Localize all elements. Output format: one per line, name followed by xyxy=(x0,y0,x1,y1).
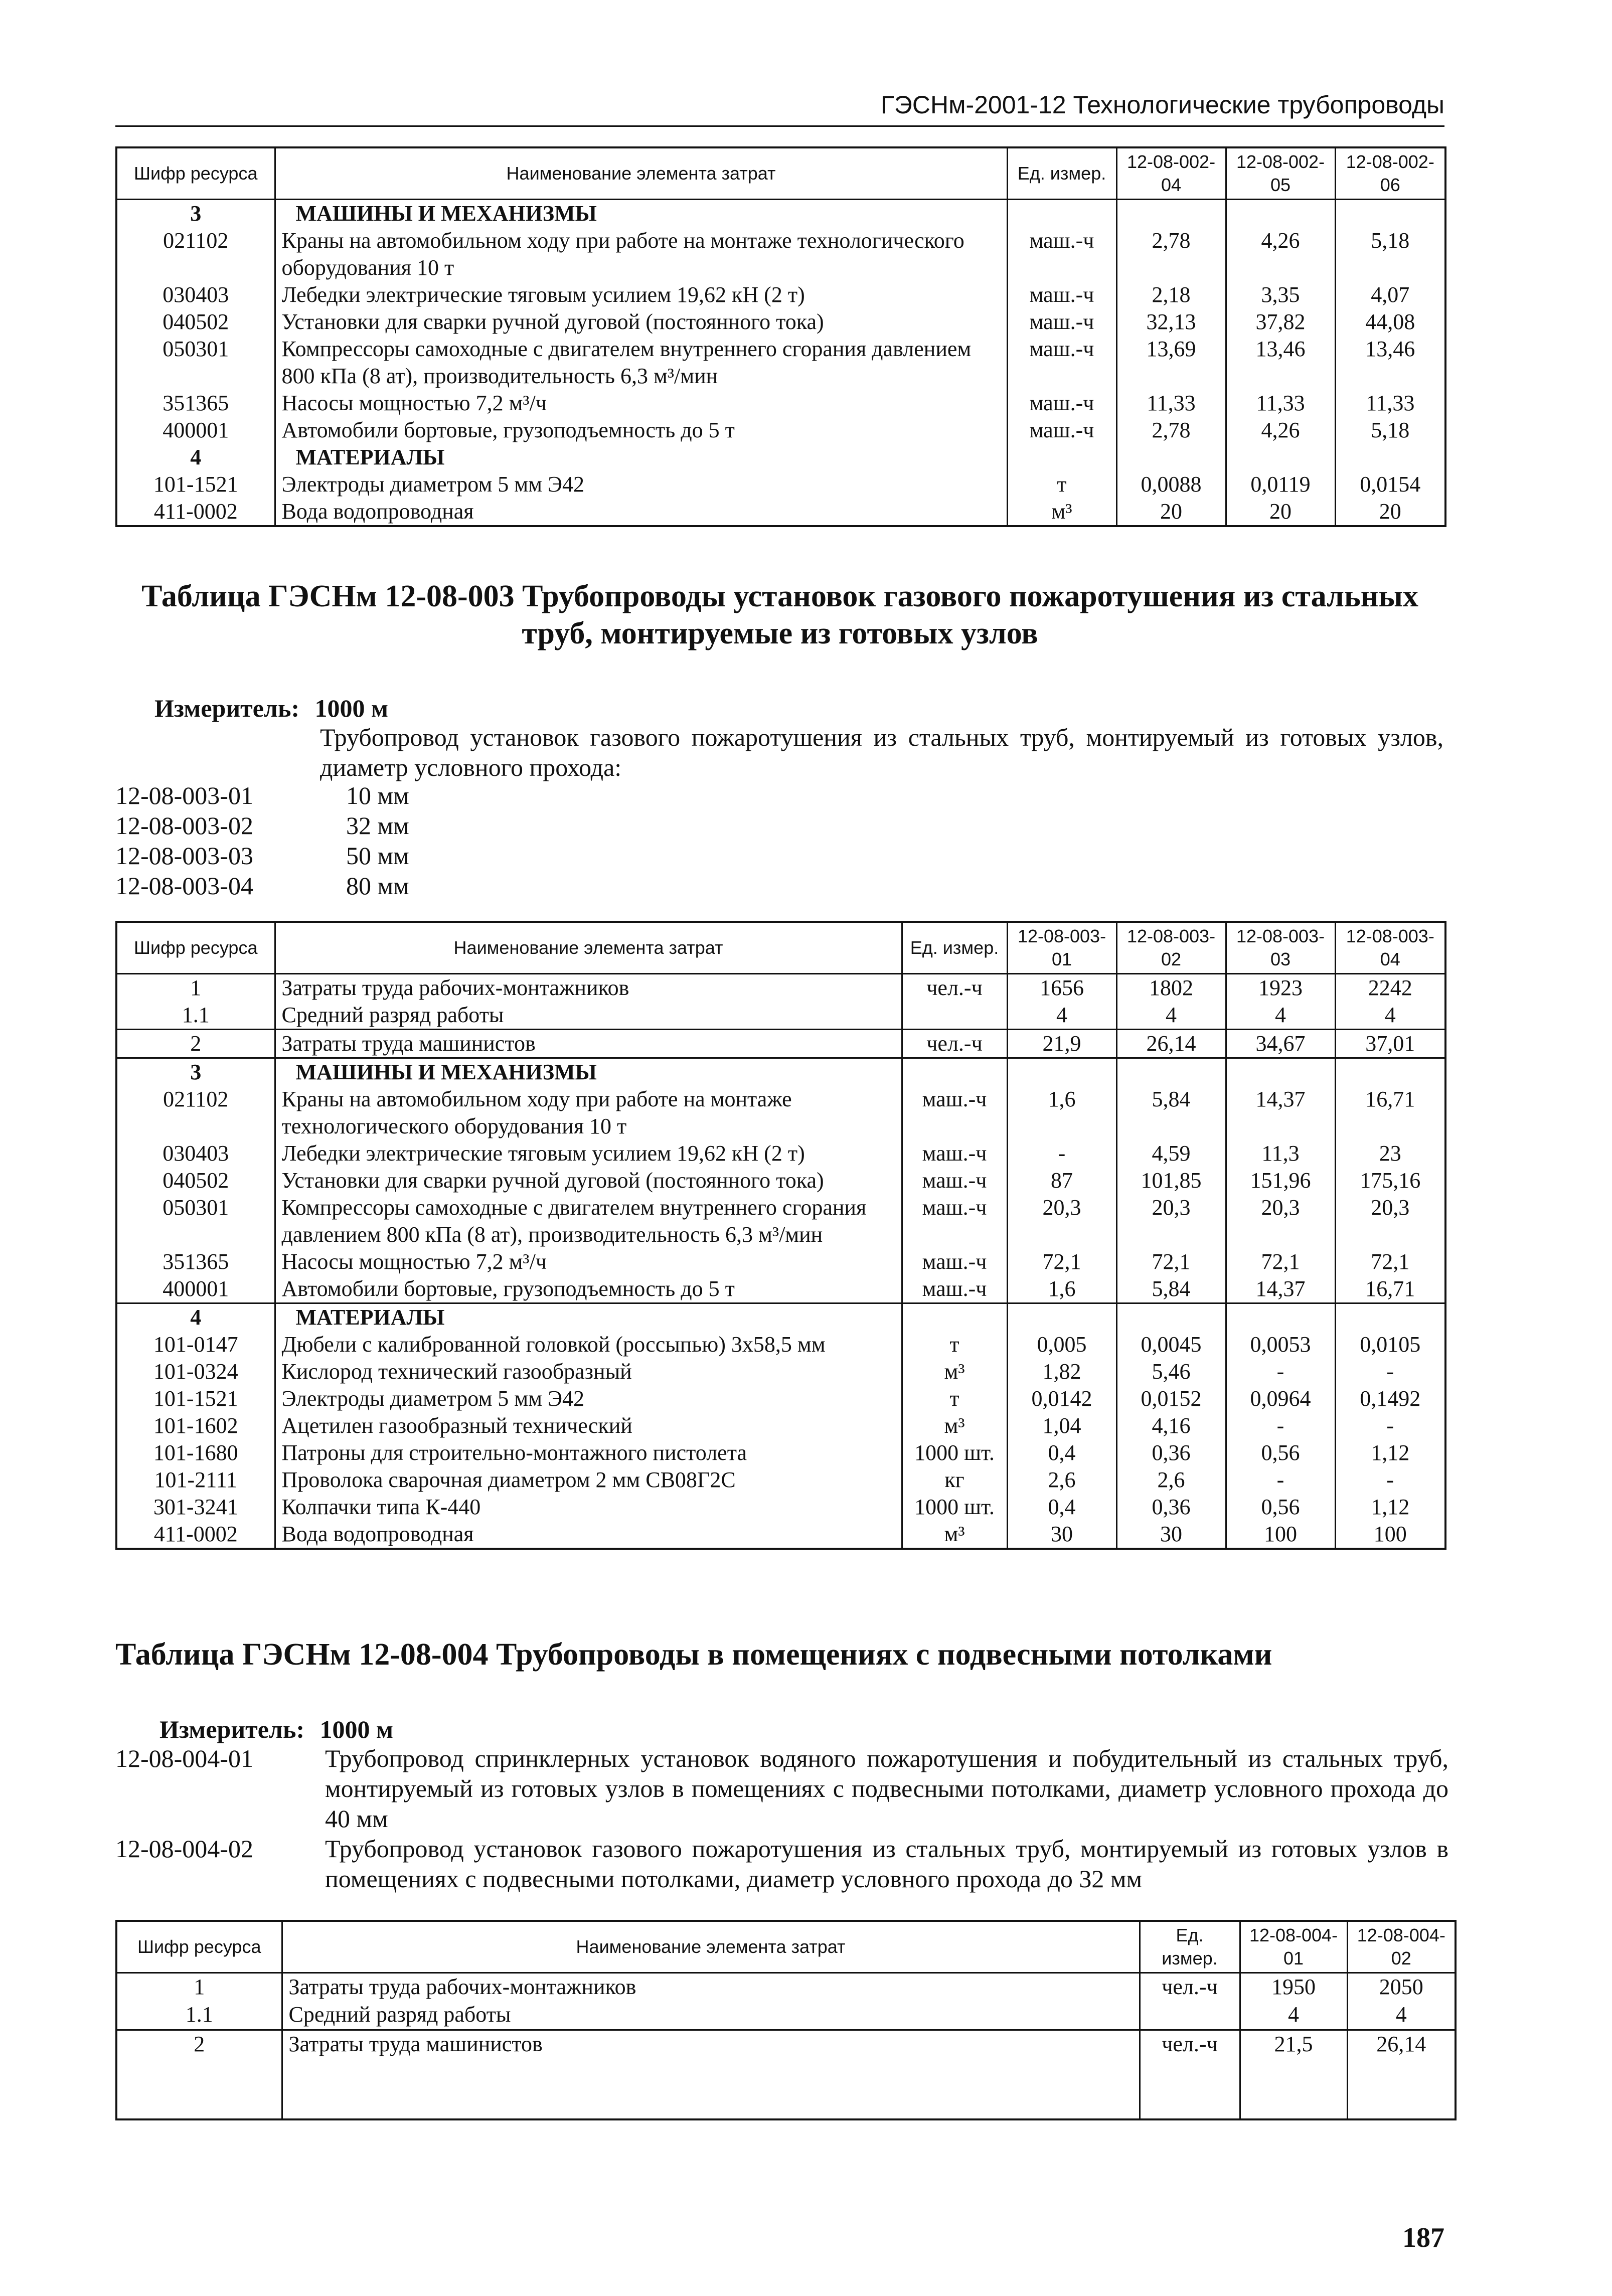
resource-table-004 xyxy=(115,1920,1457,2120)
value-cell: 4 xyxy=(1226,1002,1335,1030)
unit: маш.-ч xyxy=(1007,308,1116,336)
table-row xyxy=(116,1002,1445,1030)
table-row xyxy=(116,417,1445,444)
variant-text: 10 мм xyxy=(346,781,409,809)
value-cell: 4,59 xyxy=(1116,1140,1226,1167)
table-row xyxy=(116,1194,1445,1248)
value-cell: 11,33 xyxy=(1116,390,1226,417)
resource-name: Автомобили бортовые, грузоподъемность до 5 т xyxy=(275,1275,902,1303)
resource-code: 101-0147 xyxy=(116,1331,275,1358)
table-row xyxy=(116,227,1445,281)
resource-code: 2 xyxy=(116,2030,282,2058)
variant-code: 12-08-003-04 xyxy=(115,872,253,900)
resource-name: Средний разряд работы xyxy=(282,2001,1140,2030)
table-row xyxy=(116,1248,1445,1275)
unit: т xyxy=(902,1385,1007,1412)
column-header-name: Наименование элемента затрат xyxy=(282,1921,1140,1973)
value-cell: 1656 xyxy=(1007,974,1116,1002)
resource-name: Электроды диаметром 5 мм Э42 xyxy=(275,1385,902,1412)
resource-name: Компрессоры самоходные с двигателем внутреннего сгорания давлением 800 кПа (8 ат), производительность 6,3 м³/мин xyxy=(275,336,1007,390)
variant-code: 12-08-004-01 xyxy=(115,1744,253,1772)
resource-code: 2 xyxy=(116,1030,275,1058)
value-cell: - xyxy=(1226,1412,1335,1439)
unit: маш.-ч xyxy=(902,1140,1007,1167)
value-cell: 11,33 xyxy=(1226,390,1335,417)
value-cell: 14,37 xyxy=(1226,1086,1335,1140)
resource-name: Затраты труда рабочих-монтажников xyxy=(275,974,902,1002)
value-cell: 4 xyxy=(1240,2001,1347,2030)
value-cell: 20,3 xyxy=(1226,1194,1335,1248)
value-cell: 0,4 xyxy=(1007,1494,1116,1521)
table-header-row xyxy=(116,922,1445,974)
table-row xyxy=(116,1275,1445,1303)
table-row xyxy=(116,974,1445,1002)
resource-code: 040502 xyxy=(116,308,275,336)
table-row xyxy=(116,1167,1445,1194)
measure-004 xyxy=(159,1714,393,1744)
measure-label: Измеритель: xyxy=(154,694,300,722)
value-cell: 0,0964 xyxy=(1226,1385,1335,1412)
value-cell: 2050 xyxy=(1347,1973,1456,2002)
table-row xyxy=(116,308,1445,336)
resource-table-002 xyxy=(115,146,1446,527)
resource-code: 351365 xyxy=(116,390,275,417)
value-cell: 1802 xyxy=(1116,974,1226,1002)
resource-name: Установки для сварки ручной дуговой (постоянного тока) xyxy=(275,308,1007,336)
column-header-variant: 12-08-003-02 xyxy=(1116,922,1226,974)
section-row xyxy=(116,444,1445,471)
resource-code: 050301 xyxy=(116,1194,275,1248)
resource-name: Затраты труда машинистов xyxy=(275,1030,902,1058)
value-cell xyxy=(1226,1303,1335,1332)
value-cell xyxy=(1226,200,1335,228)
unit: чел.-ч xyxy=(902,1030,1007,1058)
unit: маш.-ч xyxy=(902,1167,1007,1194)
unit: маш.-ч xyxy=(1007,390,1116,417)
unit: маш.-ч xyxy=(902,1275,1007,1303)
unit xyxy=(902,1002,1007,1030)
resource-code: 1.1 xyxy=(116,1002,275,1030)
value-cell: 0,0088 xyxy=(1116,471,1226,498)
value-cell: 13,46 xyxy=(1226,336,1335,390)
column-header-variant: 12-08-004-01 xyxy=(1240,1921,1347,1973)
table-row xyxy=(116,1030,1445,1058)
unit: м³ xyxy=(902,1358,1007,1385)
value-cell xyxy=(1226,1058,1335,1086)
value-cell: 0,0152 xyxy=(1116,1385,1226,1412)
table-row xyxy=(116,498,1445,526)
value-cell xyxy=(1116,444,1226,471)
table-row xyxy=(116,1973,1456,2002)
value-cell: 100 xyxy=(1226,1521,1335,1549)
variant-row xyxy=(115,841,409,871)
column-header-unit: Ед. измер. xyxy=(1007,147,1116,200)
resource-name: Электроды диаметром 5 мм Э42 xyxy=(275,471,1007,498)
value-cell: 2242 xyxy=(1335,974,1445,1002)
measure-label: Измеритель: xyxy=(159,1715,305,1743)
section-title: МАТЕРИАЛЫ xyxy=(275,444,1007,471)
table-row xyxy=(116,1140,1445,1167)
value-cell xyxy=(1116,1058,1226,1086)
value-cell: 20 xyxy=(1226,498,1335,526)
unit: чел.-ч xyxy=(1140,2030,1240,2058)
resource-name: Патроны для строительно-монтажного пистолета xyxy=(275,1439,902,1466)
unit: м³ xyxy=(902,1521,1007,1549)
column-header-name: Наименование элемента затрат xyxy=(275,147,1007,200)
resource-code: 4 xyxy=(116,1303,275,1332)
value-cell: 11,3 xyxy=(1226,1140,1335,1167)
resource-name: Автомобили бортовые, грузоподъемность до 5 т xyxy=(275,417,1007,444)
resource-code: 351365 xyxy=(116,1248,275,1275)
measure-003 xyxy=(154,693,388,723)
value-cell: 1,6 xyxy=(1007,1275,1116,1303)
value-cell: 2,6 xyxy=(1116,1466,1226,1494)
value-cell: 4 xyxy=(1007,1002,1116,1030)
column-header-unit: Ед. измер. xyxy=(1140,1921,1240,1973)
resource-code: 101-0324 xyxy=(116,1358,275,1385)
value-cell: - xyxy=(1226,1466,1335,1494)
resource-code: 101-1521 xyxy=(116,471,275,498)
value-cell: 2,18 xyxy=(1116,281,1226,308)
section-title: МАШИНЫ И МЕХАНИЗМЫ xyxy=(275,200,1007,228)
column-header-variant: 12-08-003-04 xyxy=(1335,922,1445,974)
value-cell: 151,96 xyxy=(1226,1167,1335,1194)
column-header-name: Наименование элемента затрат xyxy=(275,922,902,974)
value-cell: 1923 xyxy=(1226,974,1335,1002)
value-cell: 30 xyxy=(1007,1521,1116,1549)
empty-cell xyxy=(1240,2058,1347,2119)
resource-code: 021102 xyxy=(116,227,275,281)
resource-code: 411-0002 xyxy=(116,498,275,526)
table-row xyxy=(116,1331,1445,1358)
resource-name: Дюбели с калиброванной головкой (россыпью) 3х58,5 мм xyxy=(275,1331,902,1358)
measure-value: 1000 м xyxy=(314,694,389,722)
value-cell: 72,1 xyxy=(1116,1248,1226,1275)
value-cell: 0,0053 xyxy=(1226,1331,1335,1358)
variant-code: 12-08-003-02 xyxy=(115,811,253,840)
unit: маш.-ч xyxy=(902,1194,1007,1248)
value-cell: 1,12 xyxy=(1335,1439,1445,1466)
resource-name: Проволока сварочная диаметром 2 мм СВ08Г2С xyxy=(275,1466,902,1494)
value-cell: 72,1 xyxy=(1226,1248,1335,1275)
measure-value: 1000 м xyxy=(319,1715,394,1743)
value-cell: 175,16 xyxy=(1335,1167,1445,1194)
table-row xyxy=(116,2001,1456,2030)
value-cell: 0,0105 xyxy=(1335,1331,1445,1358)
table-header-row xyxy=(116,147,1445,200)
variant-text: Трубопровод установок газового пожаротушения из стальных труб, монтируемый из готовых узлов в помещениях с подвесными потолками, диаметр условного прохода до 32 мм xyxy=(325,1835,1448,1893)
resource-code: 101-1521 xyxy=(116,1385,275,1412)
variant-row xyxy=(115,780,409,810)
value-cell: 21,9 xyxy=(1007,1030,1116,1058)
page-number: 187 xyxy=(1402,2222,1444,2253)
table-row xyxy=(116,2030,1456,2058)
resource-code: 400001 xyxy=(116,1275,275,1303)
value-cell: 20 xyxy=(1116,498,1226,526)
value-cell: 21,5 xyxy=(1240,2030,1347,2058)
unit: маш.-ч xyxy=(902,1086,1007,1140)
resource-name: Лебедки электрические тяговым усилием 19,62 кН (2 т) xyxy=(275,281,1007,308)
resource-code: 400001 xyxy=(116,417,275,444)
value-cell: 1,6 xyxy=(1007,1086,1116,1140)
section-row xyxy=(116,1058,1445,1086)
variant-text: Трубопровод спринклерных установок водяного пожаротушения и побудительный из стальных труб, монтируемый из готовых узлов в помещениях с подвесными потолками, диаметр условного прохода до 40 мм xyxy=(325,1744,1448,1833)
section-row xyxy=(116,200,1445,228)
table-row xyxy=(116,1494,1445,1521)
value-cell: 20,3 xyxy=(1007,1194,1116,1248)
resource-code: 1 xyxy=(116,974,275,1002)
unit xyxy=(902,1303,1007,1332)
value-cell: - xyxy=(1226,1358,1335,1385)
table-row xyxy=(116,471,1445,498)
resource-code: 030403 xyxy=(116,1140,275,1167)
resource-name: Компрессоры самоходные с двигателем внутреннего сгорания давлением 800 кПа (8 ат), производительность 6,3 м³/мин xyxy=(275,1194,902,1248)
table-row xyxy=(116,336,1445,390)
value-cell xyxy=(1335,200,1445,228)
resource-name: Ацетилен газообразный технический xyxy=(275,1412,902,1439)
variant-code: 12-08-003-03 xyxy=(115,842,253,870)
value-cell: 4 xyxy=(1347,2001,1456,2030)
value-cell: 13,69 xyxy=(1116,336,1226,390)
unit: м³ xyxy=(902,1412,1007,1439)
resource-name: Кислород технический газообразный xyxy=(275,1358,902,1385)
value-cell: 0,1492 xyxy=(1335,1385,1445,1412)
value-cell: - xyxy=(1335,1358,1445,1385)
unit: т xyxy=(902,1331,1007,1358)
unit xyxy=(1007,200,1116,228)
resource-table-003 xyxy=(115,921,1446,1550)
resource-name: Краны на автомобильном ходу при работе на монтаже технологического оборудования 10 т xyxy=(275,227,1007,281)
table-row xyxy=(116,1385,1445,1412)
table-row xyxy=(116,1466,1445,1494)
resource-code: 3 xyxy=(116,1058,275,1086)
page-header: ГЭСНм-2001-12 Технологические трубопроводы xyxy=(115,84,1444,127)
table-row xyxy=(116,1439,1445,1466)
value-cell: 20,3 xyxy=(1116,1194,1226,1248)
value-cell xyxy=(1335,444,1445,471)
value-cell xyxy=(1116,200,1226,228)
value-cell: 0,0142 xyxy=(1007,1385,1116,1412)
value-cell: 4,26 xyxy=(1226,417,1335,444)
value-cell: 26,14 xyxy=(1116,1030,1226,1058)
value-cell: 0,36 xyxy=(1116,1494,1226,1521)
unit xyxy=(902,1058,1007,1086)
resource-code: 050301 xyxy=(116,336,275,390)
value-cell: 32,13 xyxy=(1116,308,1226,336)
value-cell: 0,36 xyxy=(1116,1439,1226,1466)
table-row xyxy=(116,390,1445,417)
resource-name: Колпачки типа К-440 xyxy=(275,1494,902,1521)
value-cell: 11,33 xyxy=(1335,390,1445,417)
value-cell: - xyxy=(1335,1412,1445,1439)
value-cell: 4 xyxy=(1116,1002,1226,1030)
section-title: МАТЕРИАЛЫ xyxy=(275,1303,902,1332)
value-cell xyxy=(1335,1303,1445,1332)
table-row xyxy=(116,281,1445,308)
resource-name: Насосы мощностью 7,2 м³/ч xyxy=(275,390,1007,417)
resource-code: 411-0002 xyxy=(116,1521,275,1549)
resource-name: Затраты труда рабочих-монтажников xyxy=(282,1973,1140,2002)
value-cell: 16,71 xyxy=(1335,1086,1445,1140)
value-cell: 37,82 xyxy=(1226,308,1335,336)
unit: маш.-ч xyxy=(902,1248,1007,1275)
value-cell: 1,82 xyxy=(1007,1358,1116,1385)
value-cell: 20,3 xyxy=(1335,1194,1445,1248)
value-cell: 23 xyxy=(1335,1140,1445,1167)
value-cell xyxy=(1335,1058,1445,1086)
value-cell: 0,0045 xyxy=(1116,1331,1226,1358)
table-row xyxy=(116,1412,1445,1439)
value-cell: 0,0119 xyxy=(1226,471,1335,498)
resource-name: Лебедки электрические тяговым усилием 19,62 кН (2 т) xyxy=(275,1140,902,1167)
value-cell xyxy=(1007,1058,1116,1086)
section-title: МАШИНЫ И МЕХАНИЗМЫ xyxy=(275,1058,902,1086)
value-cell: - xyxy=(1007,1140,1116,1167)
value-cell: 0,56 xyxy=(1226,1439,1335,1466)
column-header-variant: 12-08-002-04 xyxy=(1116,147,1226,200)
value-cell: 87 xyxy=(1007,1167,1116,1194)
variant-row xyxy=(115,810,409,841)
variant-code: 12-08-004-02 xyxy=(115,1835,253,1863)
resource-code: 301-3241 xyxy=(116,1494,275,1521)
unit: маш.-ч xyxy=(1007,417,1116,444)
unit: т xyxy=(1007,471,1116,498)
unit: 1000 шт. xyxy=(902,1494,1007,1521)
variant-code: 12-08-003-01 xyxy=(115,781,253,809)
value-cell: 14,37 xyxy=(1226,1275,1335,1303)
resource-name: Вода водопроводная xyxy=(275,1521,902,1549)
value-cell: 5,46 xyxy=(1116,1358,1226,1385)
value-cell: 26,14 xyxy=(1347,2030,1456,2058)
column-header-variant: 12-08-002-05 xyxy=(1226,147,1335,200)
resource-name: Краны на автомобильном ходу при работе на монтаже технологического оборудования 10 т xyxy=(275,1086,902,1140)
column-header-code: Шифр ресурса xyxy=(116,147,275,200)
column-header-unit: Ед. измер. xyxy=(902,922,1007,974)
unit: чел.-ч xyxy=(902,974,1007,1002)
variant-text: 32 мм xyxy=(346,811,409,840)
empty-row xyxy=(116,2058,1456,2119)
resource-code: 101-1680 xyxy=(116,1439,275,1466)
value-cell: 4,26 xyxy=(1226,227,1335,281)
unit: м³ xyxy=(1007,498,1116,526)
unit: кг xyxy=(902,1466,1007,1494)
unit: маш.-ч xyxy=(1007,227,1116,281)
value-cell: 30 xyxy=(1116,1521,1226,1549)
value-cell: 0,4 xyxy=(1007,1439,1116,1466)
value-cell: 1,04 xyxy=(1007,1412,1116,1439)
value-cell: 5,18 xyxy=(1335,227,1445,281)
value-cell: 4,07 xyxy=(1335,281,1445,308)
table-row xyxy=(116,1521,1445,1549)
value-cell xyxy=(1226,444,1335,471)
table-title-003: Таблица ГЭСНм 12-08-003 Трубопроводы установок газового пожаротушения из стальных труб, монтируемые из готовых узлов xyxy=(141,579,1418,650)
unit xyxy=(1007,444,1116,471)
table-title-004: Таблица ГЭСНм 12-08-004 Трубопроводы в помещениях с подвесными потолками xyxy=(115,1637,1272,1672)
value-cell: 3,35 xyxy=(1226,281,1335,308)
unit: чел.-ч xyxy=(1140,1973,1240,2002)
resource-name: Затраты труда машинистов xyxy=(282,2030,1140,2058)
empty-cell xyxy=(116,2058,282,2119)
value-cell: 5,18 xyxy=(1335,417,1445,444)
variant-row xyxy=(115,871,409,901)
value-cell: 72,1 xyxy=(1335,1248,1445,1275)
value-cell: 4,16 xyxy=(1116,1412,1226,1439)
variant-text: 50 мм xyxy=(346,842,409,870)
value-cell: 2,6 xyxy=(1007,1466,1116,1494)
column-header-variant: 12-08-002-06 xyxy=(1335,147,1445,200)
column-header-variant: 12-08-004-02 xyxy=(1347,1921,1456,1973)
table-row xyxy=(116,1358,1445,1385)
resource-code: 1.1 xyxy=(116,2001,282,2030)
section-row xyxy=(116,1303,1445,1332)
unit xyxy=(1140,2001,1240,2030)
resource-name: Насосы мощностью 7,2 м³/ч xyxy=(275,1248,902,1275)
column-header-code: Шифр ресурса xyxy=(116,1921,282,1973)
description-003: Трубопровод установок газового пожаротушения из стальных труб, монтируемый из готовых узлов, диаметр условного прохода: xyxy=(320,723,1443,781)
value-cell: 0,005 xyxy=(1007,1331,1116,1358)
table-row xyxy=(116,1086,1445,1140)
value-cell: 13,46 xyxy=(1335,336,1445,390)
table-header-row xyxy=(116,1921,1456,1973)
value-cell: 1950 xyxy=(1240,1973,1347,2002)
value-cell: 20 xyxy=(1335,498,1445,526)
resource-code: 1 xyxy=(116,1973,282,2002)
value-cell: 101,85 xyxy=(1116,1167,1226,1194)
resource-code: 101-2111 xyxy=(116,1466,275,1494)
value-cell: 5,84 xyxy=(1116,1086,1226,1140)
unit: 1000 шт. xyxy=(902,1439,1007,1466)
empty-cell xyxy=(282,2058,1140,2119)
resource-code: 101-1602 xyxy=(116,1412,275,1439)
value-cell xyxy=(1116,1303,1226,1332)
resource-name: Вода водопроводная xyxy=(275,498,1007,526)
value-cell: 34,67 xyxy=(1226,1030,1335,1058)
value-cell: 4 xyxy=(1335,1002,1445,1030)
unit: маш.-ч xyxy=(1007,336,1116,390)
value-cell: 72,1 xyxy=(1007,1248,1116,1275)
resource-code: 4 xyxy=(116,444,275,471)
value-cell xyxy=(1007,1303,1116,1332)
unit: маш.-ч xyxy=(1007,281,1116,308)
value-cell: 0,56 xyxy=(1226,1494,1335,1521)
value-cell: 44,08 xyxy=(1335,308,1445,336)
value-cell: 2,78 xyxy=(1116,227,1226,281)
value-cell: 0,0154 xyxy=(1335,471,1445,498)
resource-code: 021102 xyxy=(116,1086,275,1140)
resource-code: 040502 xyxy=(116,1167,275,1194)
value-cell: 5,84 xyxy=(1116,1275,1226,1303)
resource-name: Установки для сварки ручной дуговой (постоянного тока) xyxy=(275,1167,902,1194)
resource-code: 3 xyxy=(116,200,275,228)
value-cell: 1,12 xyxy=(1335,1494,1445,1521)
column-header-variant: 12-08-003-01 xyxy=(1007,922,1116,974)
resource-name: Средний разряд работы xyxy=(275,1002,902,1030)
value-cell: 37,01 xyxy=(1335,1030,1445,1058)
resource-code: 030403 xyxy=(116,281,275,308)
empty-cell xyxy=(1140,2058,1240,2119)
value-cell: - xyxy=(1335,1466,1445,1494)
variant-text: 80 мм xyxy=(346,872,409,900)
empty-cell xyxy=(1347,2058,1456,2119)
column-header-variant: 12-08-003-03 xyxy=(1226,922,1335,974)
value-cell: 2,78 xyxy=(1116,417,1226,444)
column-header-code: Шифр ресурса xyxy=(116,922,275,974)
value-cell: 16,71 xyxy=(1335,1275,1445,1303)
value-cell: 100 xyxy=(1335,1521,1445,1549)
